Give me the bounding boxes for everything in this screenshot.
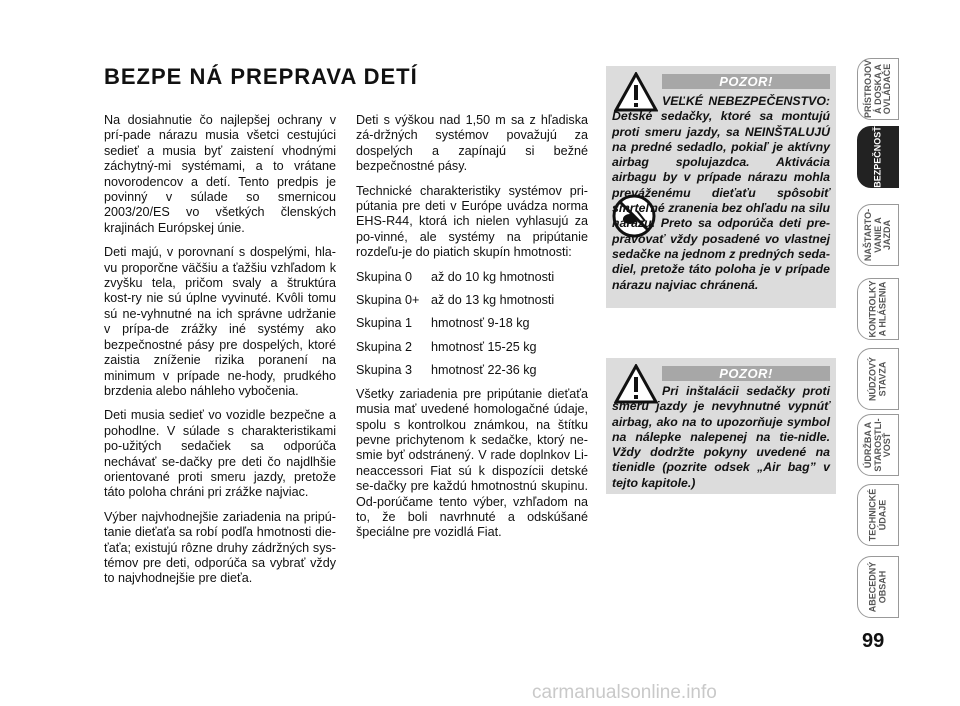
weight-group-row — [356, 293, 588, 308]
group-name: Skupina 0+ — [356, 293, 420, 308]
warning-box-airbag — [606, 66, 836, 308]
tab-label: ÚDRŽBA A STAROSTLI- VOSŤ — [862, 418, 892, 472]
group-weight: hmotnosť 15-25 kg — [431, 339, 537, 354]
text-column-middle — [356, 113, 588, 550]
tab-pristrojova-doska[interactable] — [857, 58, 899, 120]
group-name: Skupina 2 — [356, 339, 413, 354]
group-weight: až do 10 kg hmotnosti — [431, 269, 555, 284]
tab-bezpecnost[interactable] — [857, 126, 899, 188]
tab-kontrolky[interactable] — [857, 278, 899, 340]
tab-label: KONTROLKY A HLÁSENIA — [867, 280, 887, 338]
warning-text: Pri inštalácii sedačky proti smeru jazdy je nevyhnutné vypnúť airbag, ako na to upozorňuje symbol na nálepke nalepenej na tie-nidle. Vždy dodržte pokyny uvedené na tienidle (pozrite odsek „Air bag” v tejto kapitole.) — [612, 384, 830, 490]
watermark: carmanualsonline.info — [532, 682, 717, 703]
page-title: BEZPE NÁ PREPRAVA DETÍ — [104, 64, 418, 89]
group-weight: hmotnosť 9-18 kg — [431, 316, 530, 331]
tab-label: PRÍSTROJOV Á DOSKA A OVLÁDAČE — [862, 59, 892, 119]
text-column-left — [104, 113, 336, 596]
warning-text: VEĽKÉ NEBEZPEČENSTVO: Detské sedačky, ktoré sa montujú proti smeru jazdy, sa NEINŠTALUJÚ na predné sedadlo, pokiaľ je aktívny airbag spolujazdca. Aktivácia airbagu by v prípade nárazu mohla preváženému dieťaťu spôsobiť smrteľné zranenia bez ohľadu na silu nárazu. Preto sa odporúča deti pre-pravovať vždy posadené vo vlastnej sedačke na jednom z predných seda-diel, pretože táto poloha je v prípade nárazu najviac chránená. — [612, 94, 830, 292]
paragraph: Výber najvhodnejšie zariadenia na pripú-tanie dieťaťa sa robí podľa hmotnosti die-ťaťa; existujú rôzne druhy zádržných sys-témov pre deti, odporúča sa vybrať vždy to najvhodnejšie pre dieťa. — [104, 509, 336, 586]
tab-label: TECHNICKÉ ÚDAJE — [867, 488, 887, 542]
tab-label: BEZPEČNOSŤ — [872, 126, 883, 188]
warning-label: POZOR! — [662, 366, 830, 381]
tab-abecedny-obsah[interactable] — [857, 556, 899, 618]
tab-nudzovy-stav[interactable] — [857, 348, 899, 410]
weight-group-row — [356, 316, 588, 331]
group-name: Skupina 3 — [356, 363, 413, 378]
tab-udrzba[interactable] — [857, 414, 899, 476]
group-name: Skupina 0 — [356, 269, 413, 284]
weight-group-row — [356, 363, 588, 378]
weight-group-row — [356, 270, 588, 285]
weight-group-row — [356, 340, 588, 355]
warning-box-deactivate-airbag — [606, 358, 836, 494]
group-weight: hmotnosť 22-36 kg — [431, 363, 537, 378]
paragraph: Deti musia sedieť vo vozidle bezpečne a pohodlne. V súlade s charakteristikami po-užitých sedačiek sa odporúča nechávať se-dačky pre deti čo najdlhšie orientované proti smeru jazdy, pretože táto poloha chráni pri zrážke najviac. — [104, 408, 336, 500]
tab-label: ABECEDNÝ OBSAH — [867, 561, 887, 613]
paragraph: Deti s výškou nad 1,50 m sa z hľadiska zá-držných systémov považujú za dospelých a zapínajú si bežné bezpečnostné pásy. — [356, 113, 588, 174]
warning-label: POZOR! — [662, 74, 830, 89]
group-name: Skupina 1 — [356, 316, 413, 331]
tab-nastartovanie[interactable] — [857, 204, 899, 266]
paragraph: Všetky zariadenia pre pripútanie dieťaťa musia mať uvedené homologačné údaje, spolu s kontrolkou známkou, na štítku pevne prichytenom k sedačke, ktorý ne-smie byť odstránený. V rade doplnkov Li-neaccessori Fiat sú k dispozícii detské se-dačky pre každú hmotnostnú skupinu. Od-porúčame tento výber, vzhľadom na to, že boli navrhnuté a odskúšané špeciálne pre vozidlá Fiat. — [356, 386, 588, 540]
paragraph: Na dosiahnutie čo najlepšej ochrany v prí-pade nárazu musia všetci cestujúci sedieť a musia byť zaistení vhodnými záchytný-mi systémami, a to vrátane novorodencov a detí. Tento predpis je povinný v súlade so smernicou 2003/20/ES vo všetkých členských krajinách Európskej únie. — [104, 113, 336, 235]
tab-label: NAŠTARTO- VANIE A JAZDA — [862, 208, 892, 262]
paragraph: Deti majú, v porovnaní s dospelými, hla-vu proporčne väčšiu a ťažšiu vzhľadom k zvyšku tela, pričom svaly a štruktúra kost-ry nie sú úplne vyvinuté. Kvôli tomu sú ne-vyhnutné na ich správne udržanie v prípa-de zrážky iné systémy ako bezpečnostné pásy pre dospelých, ktoré zaistia zníženie rizika poranení na minimum v prípade ne-hody, prudkého brzdenia alebo náhleho vybočenia. — [104, 245, 336, 398]
group-weight: až do 13 kg hmotnosti — [431, 293, 555, 308]
page-number: 99 — [862, 630, 885, 652]
tab-technicke-udaje[interactable] — [857, 484, 899, 546]
paragraph: Technické charakteristiky systémov pri-pútania pre deti v Európe uvádza norma EHS-R44, ktorá ich nielen vyhlasujú za po-vinné, ale systémy na pripútanie rozdeľu-je do piatich skupín hmotnosti: — [356, 183, 588, 260]
tab-label: NÚDZOVÝ STAVZA — [867, 356, 887, 402]
